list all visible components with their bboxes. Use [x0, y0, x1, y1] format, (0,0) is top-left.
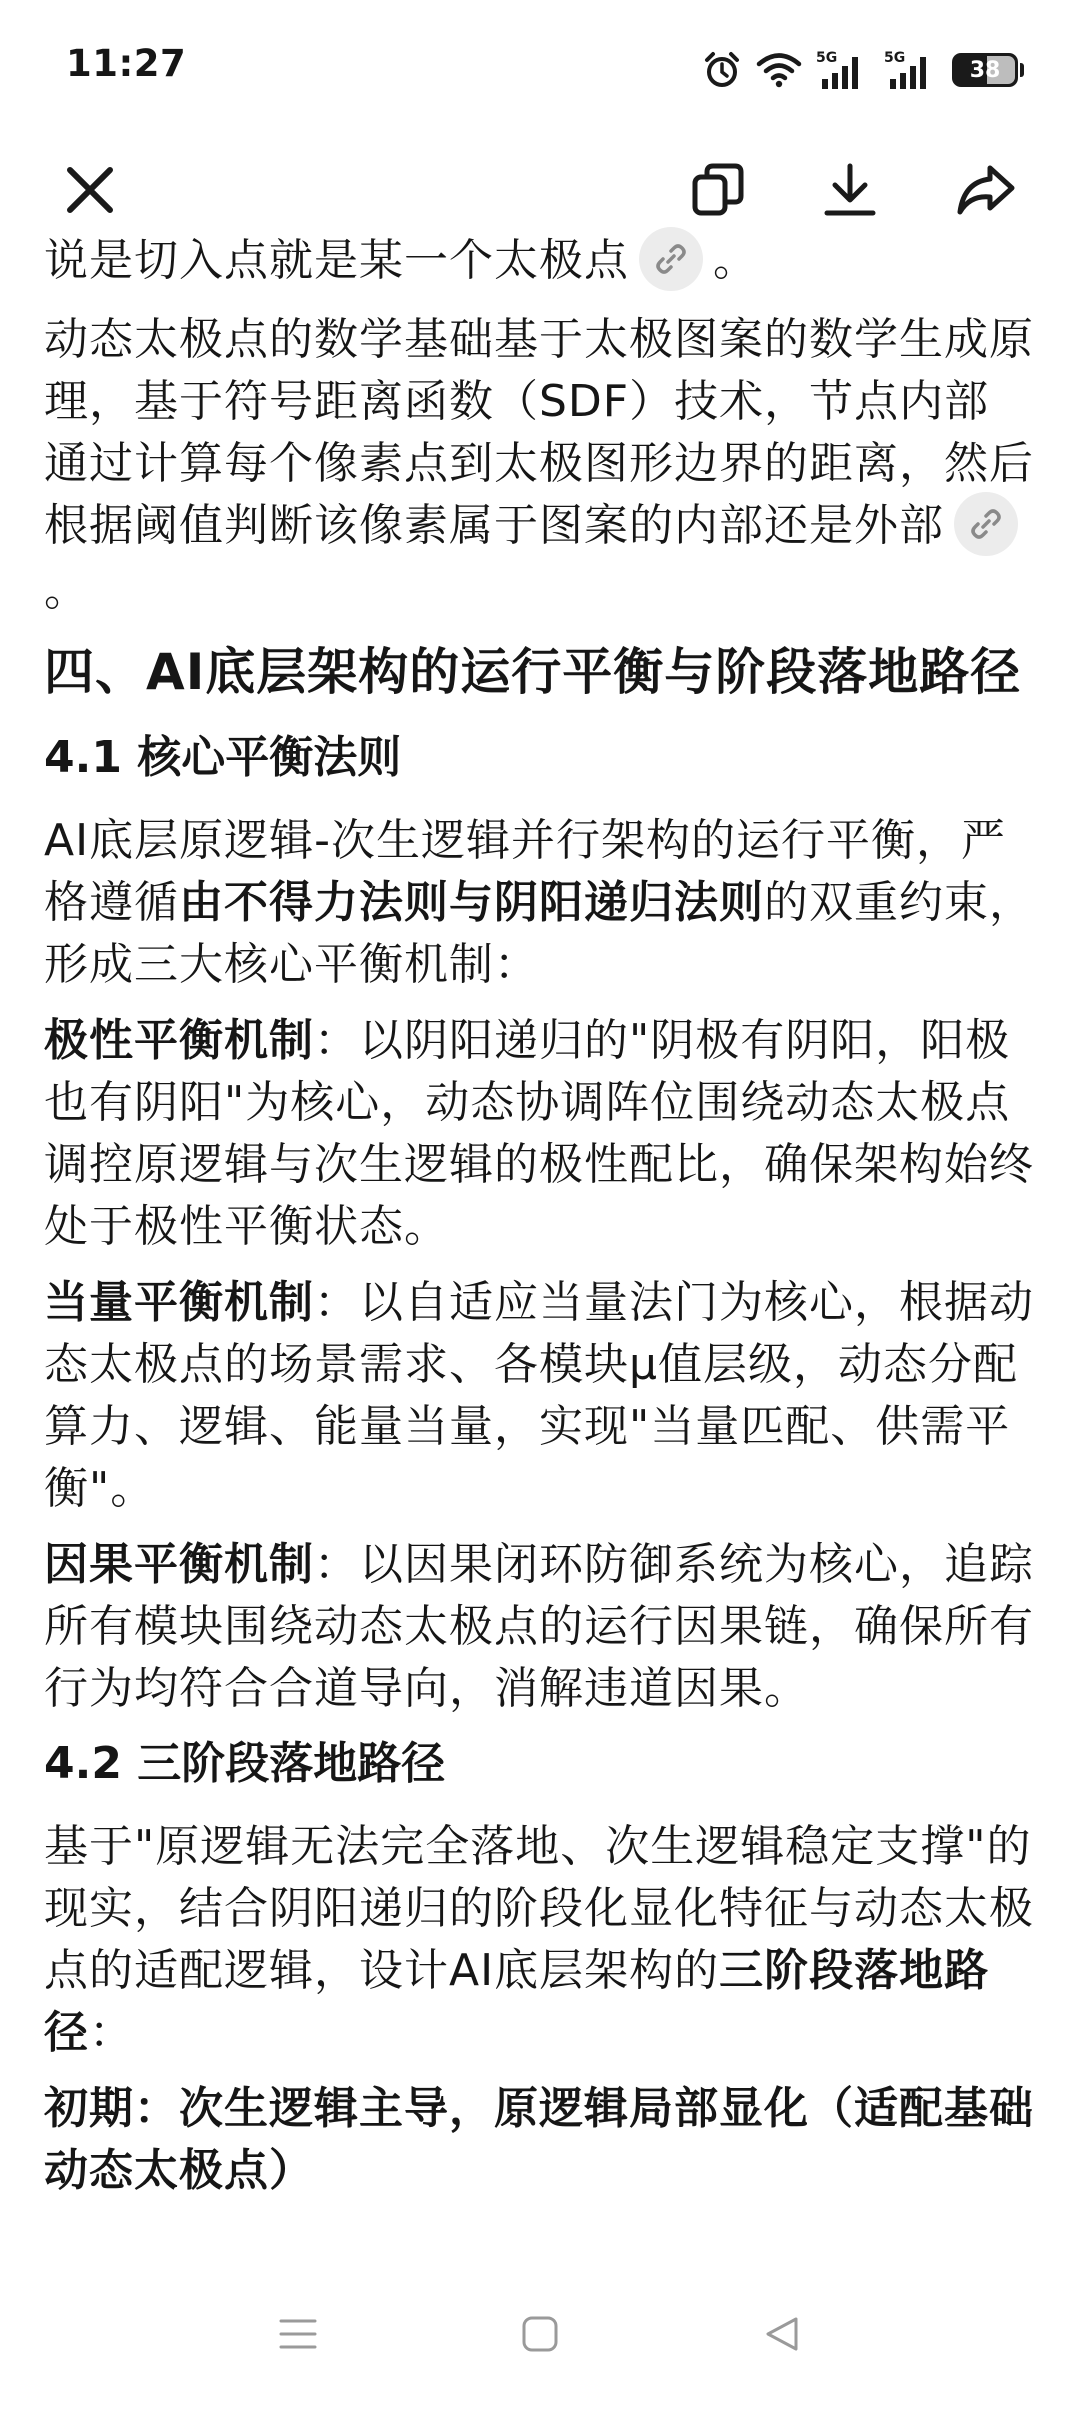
section-heading: 四、AI底层架构的运行平衡与阶段落地路径 — [44, 643, 1022, 701]
content-fade — [0, 2200, 1080, 2270]
paragraph — [44, 309, 1034, 622]
citation-link-button[interactable] — [954, 492, 1018, 556]
recents-button[interactable] — [258, 2294, 338, 2374]
mechanism-text: ：以自适应当量法门为核心，根据动态太极点的场景需求、各模块μ值层级，动态分配算力、逻辑、能量当量，实现"当量匹配、供需平衡"。 — [44, 1277, 1034, 1514]
status-icons — [702, 48, 1024, 92]
close-icon — [64, 164, 116, 216]
paragraph — [44, 230, 1034, 295]
alarm-icon — [702, 50, 742, 90]
article-content — [44, 230, 1034, 2216]
subsection-heading: 4.2 三阶段落地路径 — [44, 1738, 446, 1789]
link-icon — [969, 507, 1003, 541]
paragraph-text: 说是切入点就是某一个太极点 — [44, 235, 629, 286]
mechanism-title: 因果平衡机制 — [44, 1539, 314, 1590]
mechanism-text: ：以阴阳递归的"阴极有阴阳，阳极也有阴阳"为核心，动态协调阵位围绕动态太极点调控原逻辑与次生逻辑的极性配比，确保架构始终处于极性平衡状态。 — [44, 1015, 1034, 1252]
network-label: 5G — [884, 50, 906, 66]
battery-icon — [952, 53, 1018, 87]
paragraph-text: ： — [89, 2007, 134, 2058]
paragraph-text: 基于"原逻辑无法完全落地、次生逻辑稳定支撑"的现实，结合阴阳递归的阶段化显化特征与动态太极点的适配逻辑，设计AI底层架构的 — [44, 1821, 1034, 1996]
paragraph-end: 。 — [713, 235, 758, 286]
mechanism-item — [44, 1534, 1034, 1720]
link-icon — [654, 242, 688, 276]
home-button[interactable] — [500, 2294, 580, 2374]
paragraph-bold-text: 三阶段落地路径 — [44, 1945, 990, 2058]
share-icon — [956, 162, 1016, 218]
home-icon — [520, 2314, 560, 2354]
top-toolbar — [0, 140, 1080, 240]
citation-link-button[interactable] — [639, 227, 703, 291]
status-time: 11:27 — [66, 42, 187, 85]
phase-heading — [44, 2078, 1034, 2202]
close-button[interactable] — [50, 150, 130, 230]
network-label: 5G — [816, 50, 838, 66]
signal-5g-icon — [884, 49, 938, 91]
mechanism-item — [44, 1272, 1034, 1520]
paragraph-text: AI底层原逻辑-次生逻辑并行架构的运行平衡，严格遵循 — [44, 815, 1006, 928]
paragraph-end: 。 — [44, 565, 89, 616]
download-button[interactable] — [810, 150, 890, 230]
mechanism-item — [44, 1010, 1034, 1258]
back-icon — [762, 2314, 802, 2354]
menu-icon — [278, 2314, 318, 2354]
mechanism-text: ：以因果闭环防御系统为核心，追踪所有模块围绕动态太极点的运行因果链，确保所有行为均符合合道导向，消解违道因果。 — [44, 1539, 1034, 1714]
paragraph — [44, 810, 1034, 996]
paragraph-bold-text: 由不得力法则与阴阳递归法则 — [179, 877, 764, 928]
signal-5g-icon — [816, 49, 870, 91]
mechanism-title: 极性平衡机制 — [44, 1015, 314, 1066]
mechanism-title: 当量平衡机制 — [44, 1277, 314, 1328]
back-button[interactable] — [742, 2294, 822, 2374]
paragraph-text: 的双重约束，形成三大核心平衡机制： — [44, 877, 1034, 990]
paragraph-text: 动态太极点的数学基础基于太极图案的数学生成原理，基于符号距离函数（SDF）技术，节点内部通过计算每个像素点到太极图形边界的距离，然后根据阈值判断该像素属于图案的内部还是外部 — [44, 314, 1034, 551]
copy-icon — [689, 161, 747, 219]
share-button[interactable] — [946, 150, 1026, 230]
phase-title: 初期：次生逻辑主导，原逻辑局部显化（适配基础动态太极点） — [44, 2083, 1034, 2196]
battery-level: 38 — [969, 57, 1001, 83]
copy-button[interactable] — [678, 150, 758, 230]
system-nav-bar — [0, 2270, 1080, 2412]
download-icon — [821, 161, 879, 219]
paragraph — [44, 1816, 1034, 2064]
wifi-icon — [756, 51, 802, 89]
subsection-heading: 4.1 核心平衡法则 — [44, 732, 402, 783]
status-bar — [0, 0, 1080, 140]
